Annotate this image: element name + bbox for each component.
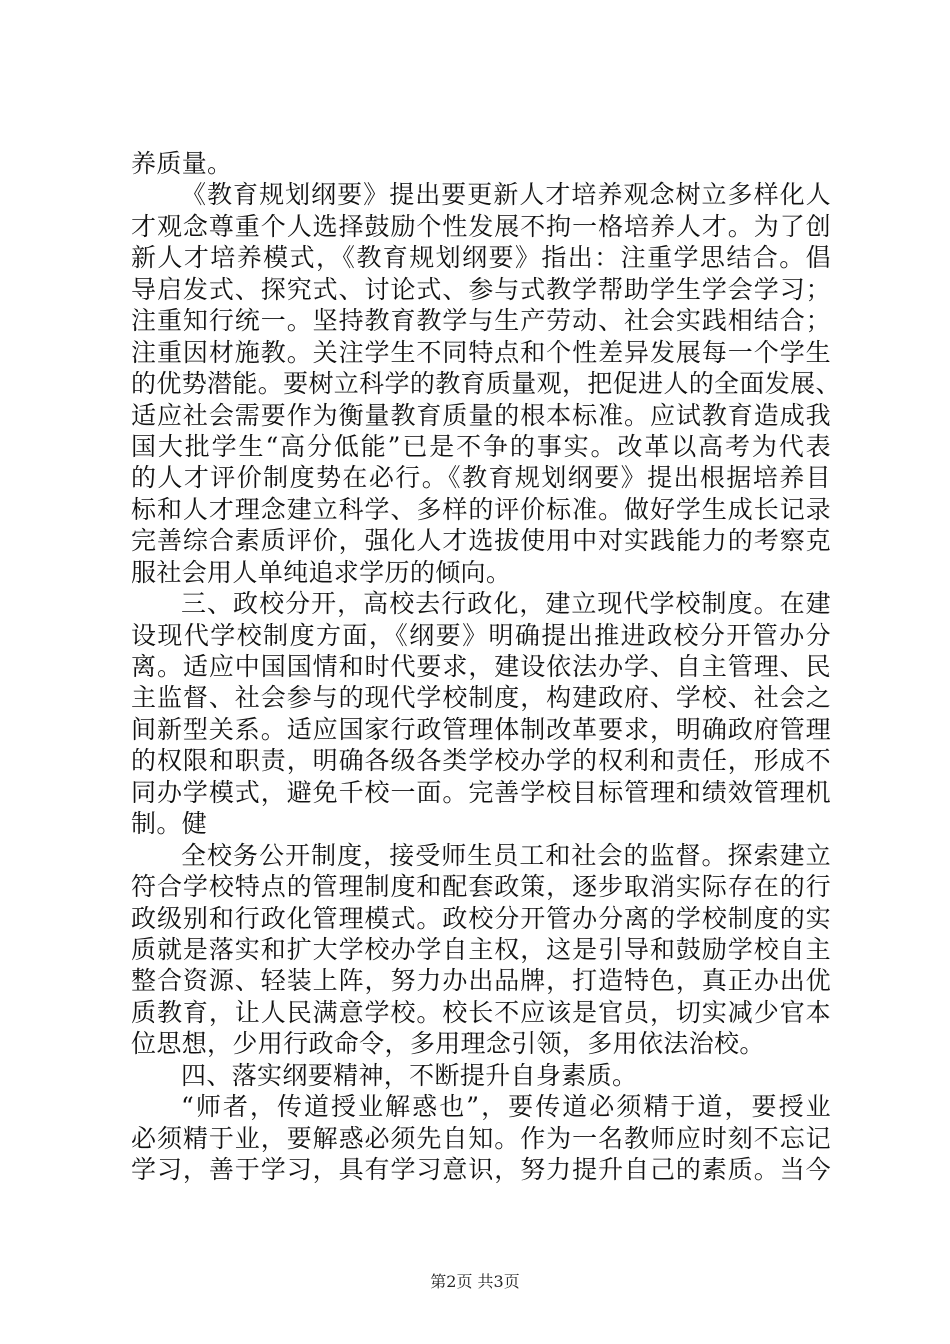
- text-line: 养质量。: [131, 149, 233, 178]
- text-line: 四、落实纲要精神，不断提升自身素质。: [181, 1060, 638, 1090]
- text-line: 离。适应中国国情和时代要求，建设依法办学、自主管理、民: [131, 652, 831, 681]
- text-line: 整合资源、轻装上阵，努力办出品牌，打造特色，真正办出优: [131, 966, 831, 996]
- text-line: 学习，善于学习，具有学习意识，努力提升自己的素质。当今: [131, 1155, 831, 1184]
- text-line: 的优势潜能。要树立科学的教育质量观，把促进人的全面发展、: [131, 369, 841, 399]
- text-line: 制。健: [131, 809, 208, 839]
- text-line: 位思想，少用行政命令，多用理念引领，多用依法治校。: [131, 1029, 765, 1059]
- text-line: 三、政校分开，高校去行政化，建立现代学校制度。在建: [181, 589, 831, 619]
- text-line: 间新型关系。适应国家行政管理体制改革要求，明确政府管理: [131, 714, 831, 744]
- text-line: 新人才培养模式，《教育规划纲要》指出：注重学思结合。倡: [131, 243, 831, 273]
- text-line: 标和人才理念建立科学、多样的评价标准。做好学生成长记录: [131, 494, 831, 524]
- text-line: 才观念尊重个人选择鼓励个性发展不拘一格培养人才。为了创: [131, 211, 831, 241]
- text-line: 国大批学生“高分低能”已是不争的事实。改革以高考为代表: [131, 431, 831, 461]
- text-line: 设现代学校制度方面，《纲要》明确提出推进政校分开管办分: [131, 620, 831, 650]
- page-number-footer: 第2页 共3页: [430, 1272, 520, 1291]
- text-line: 的人才评价制度势在必行。《教育规划纲要》提出根据培养目: [131, 463, 831, 493]
- document-body: [131, 148, 841, 1185]
- text-line: 政级别和行政化管理模式。政校分开管办分离的学校制度的实: [131, 903, 831, 933]
- text-line: 注重因材施教。关注学生不同特点和个性差异发展每一个学生: [131, 337, 831, 367]
- text-line: 注重知行统一。坚持教育教学与生产劳动、社会实践相结合；: [131, 306, 831, 336]
- text-line: 《教育规划纲要》提出要更新人才培养观念树立多样化人: [181, 180, 831, 210]
- text-line: 全校务公开制度，接受师生员工和社会的监督。探索建立: [181, 840, 831, 870]
- text-line: 主监督、社会参与的现代学校制度，构建政府、学校、社会之: [131, 683, 831, 713]
- text-line: 质就是落实和扩大学校办学自主权，这是引导和鼓励学校自主: [131, 934, 831, 964]
- text-line: 适应社会需要作为衡量教育质量的根本标准。应试教育造成我: [131, 400, 831, 430]
- text-line: “师者，传道授业解惑也”，要传道必须精于道，要授业: [181, 1092, 831, 1122]
- text-line: 必须精于业，要解惑必须先自知。作为一名教师应时刻不忘记: [131, 1123, 831, 1153]
- text-line: 符合学校特点的管理制度和配套政策，逐步取消实际存在的行: [131, 872, 831, 902]
- text-line: 完善综合素质评价，强化人才选拔使用中对实践能力的考察克: [131, 526, 831, 556]
- text-line: 导启发式、探究式、讨论式、参与式教学帮助学生学会学习；: [131, 274, 831, 304]
- text-line: 的权限和职责，明确各级各类学校办学的权利和责任，形成不: [131, 746, 831, 776]
- text-line: 服社会用人单纯追求学历的倾向。: [131, 557, 512, 587]
- text-line: 同办学模式，避免千校一面。完善学校目标管理和绩效管理机: [131, 777, 831, 807]
- text-line: 质教育，让人民满意学校。校长不应该是官员，切实减少官本: [131, 997, 831, 1027]
